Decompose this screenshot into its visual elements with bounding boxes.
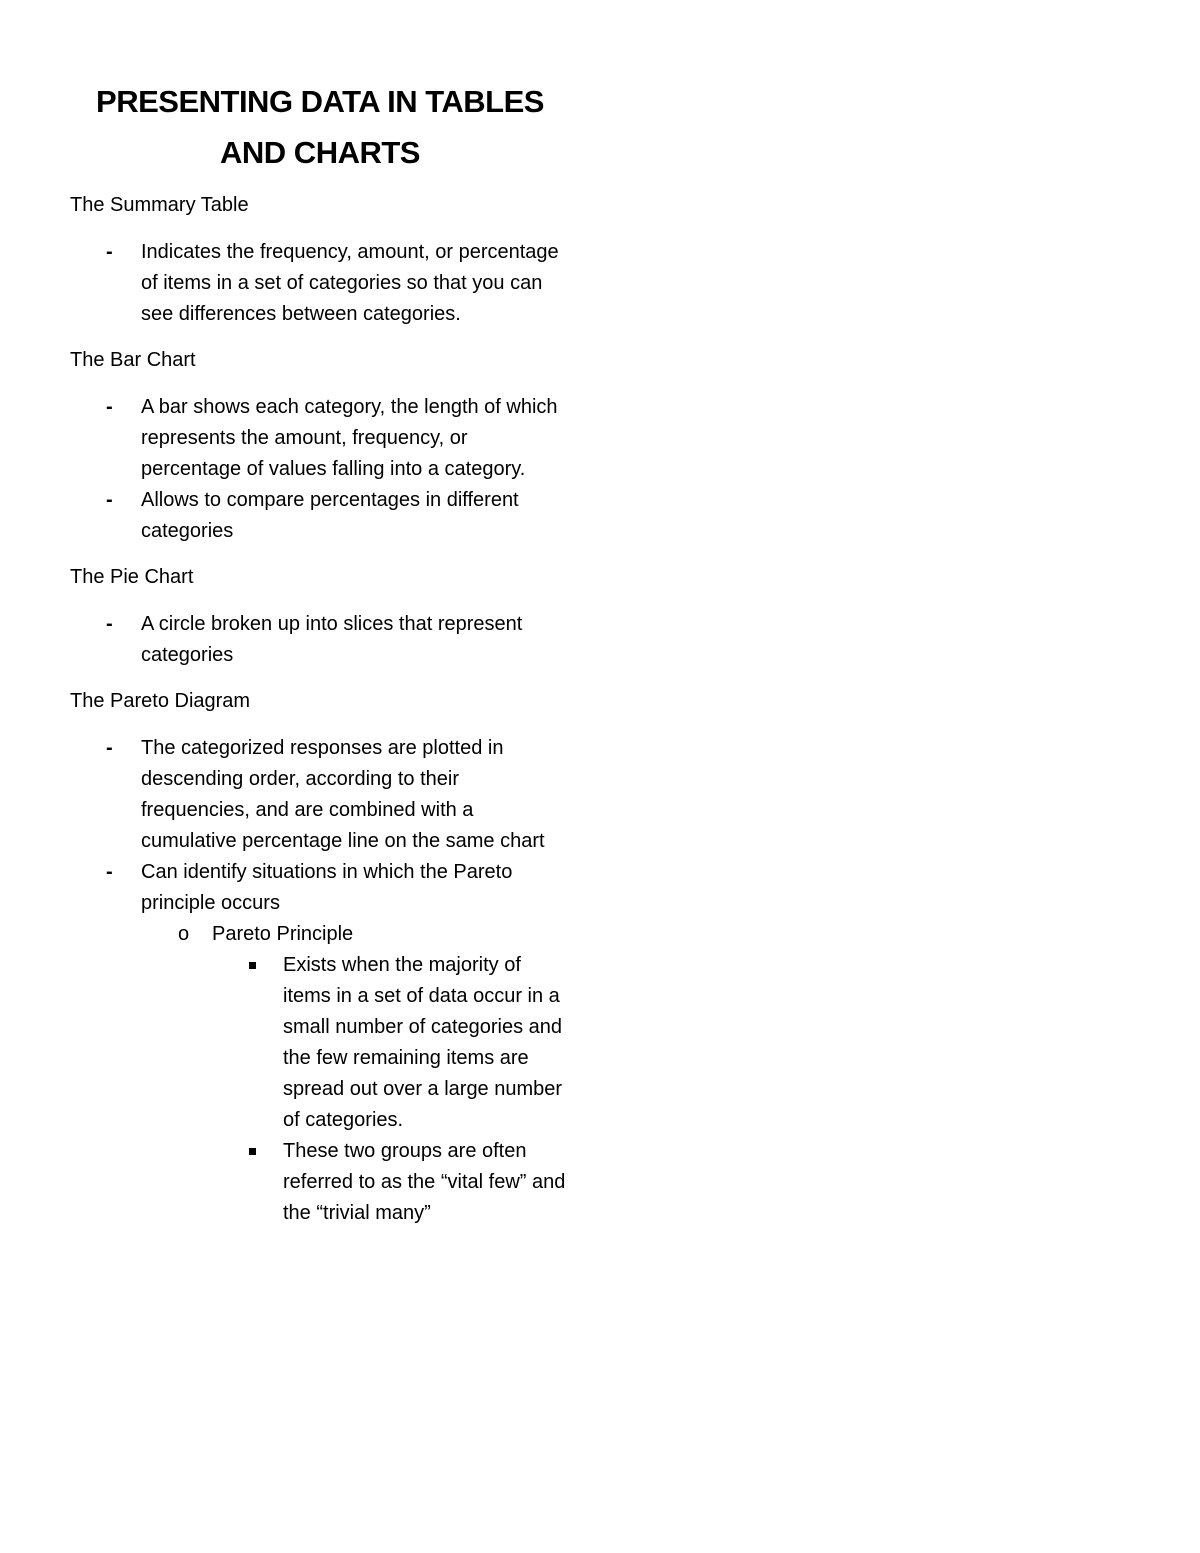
dash-bullet: -	[106, 241, 113, 263]
section-heading-pareto-diagram: The Pareto Diagram	[70, 690, 251, 712]
pie-chart-bullets	[70, 609, 570, 671]
list-item	[141, 919, 570, 1229]
bullet-text: The categorized responses are plotted in descending order, according to their frequencies, and are combined with a cumulative percentage line on the same chart	[141, 737, 545, 852]
bullet-text: Indicates the frequency, amount, or percentage of items in a set of categories so that you can see differences between categories.	[141, 241, 559, 325]
page-title	[70, 76, 570, 178]
square-bullet-icon	[249, 962, 256, 969]
list-item	[212, 950, 570, 1136]
list-item	[70, 237, 570, 330]
list-item	[70, 392, 570, 485]
list-item	[70, 609, 570, 671]
pareto-principle-details	[212, 950, 570, 1229]
list-item	[70, 857, 570, 1229]
bar-chart-bullets	[70, 392, 570, 547]
pareto-diagram-bullets	[70, 733, 570, 1229]
list-item	[70, 733, 570, 857]
detail-text: These two groups are often referred to as the “vital few” and the “trivial many”	[283, 1140, 566, 1224]
dash-bullet: -	[106, 861, 113, 883]
sub-bullet-text: Pareto Principle	[212, 923, 354, 945]
section-heading-summary-table: The Summary Table	[70, 194, 249, 216]
circle-bullet: o	[178, 923, 190, 945]
section-heading-bar-chart: The Bar Chart	[70, 349, 196, 371]
square-bullet-icon	[249, 1148, 256, 1155]
list-item	[212, 1136, 570, 1229]
bullet-text: Allows to compare percentages in different categories	[141, 489, 519, 542]
pareto-principle-list	[141, 919, 570, 1229]
section-heading-pie-chart: The Pie Chart	[70, 566, 194, 588]
title-line-1: PRESENTING DATA IN TABLES	[96, 84, 544, 119]
title-line-2: AND CHARTS	[220, 135, 420, 170]
bullet-text: A bar shows each category, the length of which represents the amount, frequency, or percentage of values falling into a category.	[141, 396, 558, 480]
list-item	[70, 485, 570, 547]
summary-table-bullets	[70, 237, 570, 330]
detail-text: Exists when the majority of items in a set of data occur in a small number of categories and the few remaining items are spread out over a large number of categories.	[283, 954, 563, 1131]
bullet-text: Can identify situations in which the Pareto principle occurs	[141, 861, 513, 914]
dash-bullet: -	[106, 613, 113, 635]
bullet-text: A circle broken up into slices that represent categories	[141, 613, 523, 666]
document-body	[70, 76, 570, 1244]
dash-bullet: -	[106, 737, 113, 759]
dash-bullet: -	[106, 396, 113, 418]
dash-bullet: -	[106, 489, 113, 511]
